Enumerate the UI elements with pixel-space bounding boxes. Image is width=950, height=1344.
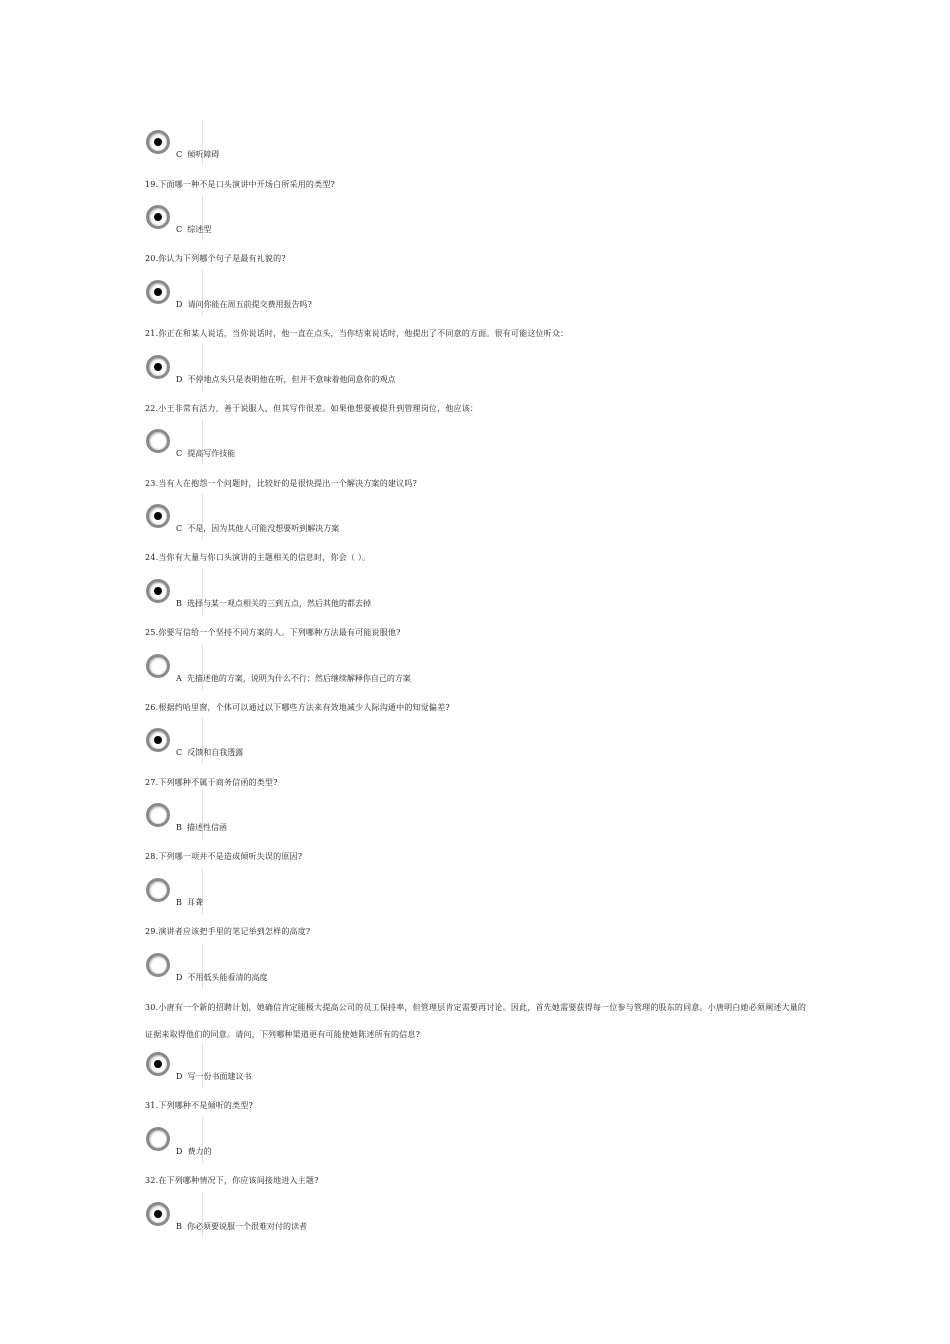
answer-option[interactable] — [146, 1123, 606, 1163]
answer-option[interactable] — [146, 351, 606, 391]
question-text: 20.你认为下列哪个句子是最有礼貌的? — [145, 254, 286, 263]
question-text: 30.小唐有一个新的招聘计划，她确信肯定能极大提高公司的员工保持率，但管理层肯定需要再讨论。因此，首先她需要获得每一位参与管理的股东的同意。小唐明白她必须阐述大量的证据来取得他们的同意。请问，下列哪种渠道更有可能使她陈述所有的信息? — [145, 1003, 807, 1039]
answer-label: D 不停地点头只是表明他在听，但并不意味着他同意你的观点 — [176, 375, 396, 384]
radio-selected-icon[interactable] — [146, 1052, 170, 1076]
question-text: 24.当你有大量与你口头演讲的主题相关的信息时，你会（ ）。 — [145, 553, 371, 562]
radio-unselected-icon[interactable] — [146, 429, 170, 453]
radio-dot-icon — [154, 1060, 162, 1068]
answer-option[interactable] — [146, 1198, 606, 1238]
question-text: 25.你要写信给一个坚持不同方案的人。下列哪种方法最有可能说服他? — [145, 628, 401, 637]
answer-label: D 写一份书面建议书 — [176, 1072, 252, 1081]
question-text: 26.根据约哈里窗，个体可以通过以下哪些方法来有效地减少人际沟通中的知觉偏差? — [145, 703, 450, 712]
radio-dot-icon — [154, 138, 162, 146]
question-text: 32.在下列哪种情况下，你应该间接地进入主题? — [145, 1176, 319, 1185]
radio-unselected-icon[interactable] — [146, 878, 170, 902]
question-text: 28.下列哪一项并不是造成倾听失误的原因? — [145, 852, 303, 861]
answer-option[interactable] — [146, 126, 606, 166]
question-text: 22.小王非常有活力，善于说服人，但其写作很差。如果他想要被提升到管理岗位，他应该： — [145, 404, 479, 413]
question-text: 19.下面哪一种不是口头演讲中开场白所采用的类型? — [145, 180, 336, 189]
radio-dot-icon — [154, 587, 162, 595]
answer-label: D 不用低头能看清的高度 — [176, 973, 268, 982]
radio-dot-icon — [154, 1210, 162, 1218]
answer-option[interactable] — [146, 949, 606, 989]
question-text: 21.你正在和某人说话，当你说话时，他一直在点头，当你结束说话时，他提出了不同意的方面。很有可能这位听众： — [145, 329, 569, 338]
answer-label: C 提高写作技能 — [176, 449, 236, 458]
radio-unselected-icon[interactable] — [146, 953, 170, 977]
answer-option[interactable] — [146, 425, 606, 465]
answer-label: C 倾听障碍 — [176, 150, 220, 159]
question-text: 23.当有人在抱怨一个问题时，比较好的是很快提出一个解决方案的建议吗? — [145, 479, 418, 488]
radio-selected-icon[interactable] — [146, 579, 170, 603]
radio-unselected-icon[interactable] — [146, 1127, 170, 1151]
answer-label: B 选择与某一观点相关的三到五点，然后其他的都去掉 — [176, 599, 371, 608]
radio-dot-icon — [154, 736, 162, 744]
answer-label: C 不是，因为其他人可能没想要听到解决方案 — [176, 524, 340, 533]
answer-label: A 先描述他的方案，说明为什么不行；然后继续解释你自己的方案 — [176, 674, 411, 683]
answer-option[interactable] — [146, 650, 606, 690]
radio-selected-icon[interactable] — [146, 130, 170, 154]
radio-selected-icon[interactable] — [146, 355, 170, 379]
answer-label: D 请问你能在周五前提交费用报告吗? — [176, 300, 312, 309]
answer-option[interactable] — [146, 201, 606, 241]
radio-dot-icon — [154, 213, 162, 221]
answer-label: D 费力的 — [176, 1147, 212, 1156]
answer-label: B 你必须要说服一个很难对付的读者 — [176, 1222, 307, 1231]
radio-unselected-icon[interactable] — [146, 803, 170, 827]
question-text: 29.演讲者应该把手里的笔记举到怎样的高度? — [145, 927, 311, 936]
question-text: 31.下列哪种不是倾听的类型? — [145, 1101, 254, 1110]
radio-selected-icon[interactable] — [146, 504, 170, 528]
radio-dot-icon — [154, 363, 162, 371]
radio-selected-icon[interactable] — [146, 728, 170, 752]
radio-dot-icon — [154, 512, 162, 520]
answer-option[interactable] — [146, 575, 606, 615]
answer-option[interactable] — [146, 724, 606, 764]
radio-unselected-icon[interactable] — [146, 654, 170, 678]
answer-option[interactable] — [146, 276, 606, 316]
answer-option[interactable] — [146, 799, 606, 839]
answer-label: C 反馈和自我透露 — [176, 748, 244, 757]
radio-dot-icon — [154, 288, 162, 296]
answer-label: C 综述型 — [176, 225, 212, 234]
radio-selected-icon[interactable] — [146, 280, 170, 304]
answer-option[interactable] — [146, 500, 606, 540]
radio-selected-icon[interactable] — [146, 1202, 170, 1226]
answer-option[interactable] — [146, 874, 606, 914]
radio-selected-icon[interactable] — [146, 205, 170, 229]
answer-label: B 耳聋 — [176, 898, 203, 907]
answer-label: B 描述性信函 — [176, 823, 227, 832]
answer-option[interactable] — [146, 1048, 606, 1088]
question-text: 27.下列哪种不属于商务信函的类型? — [145, 778, 278, 787]
